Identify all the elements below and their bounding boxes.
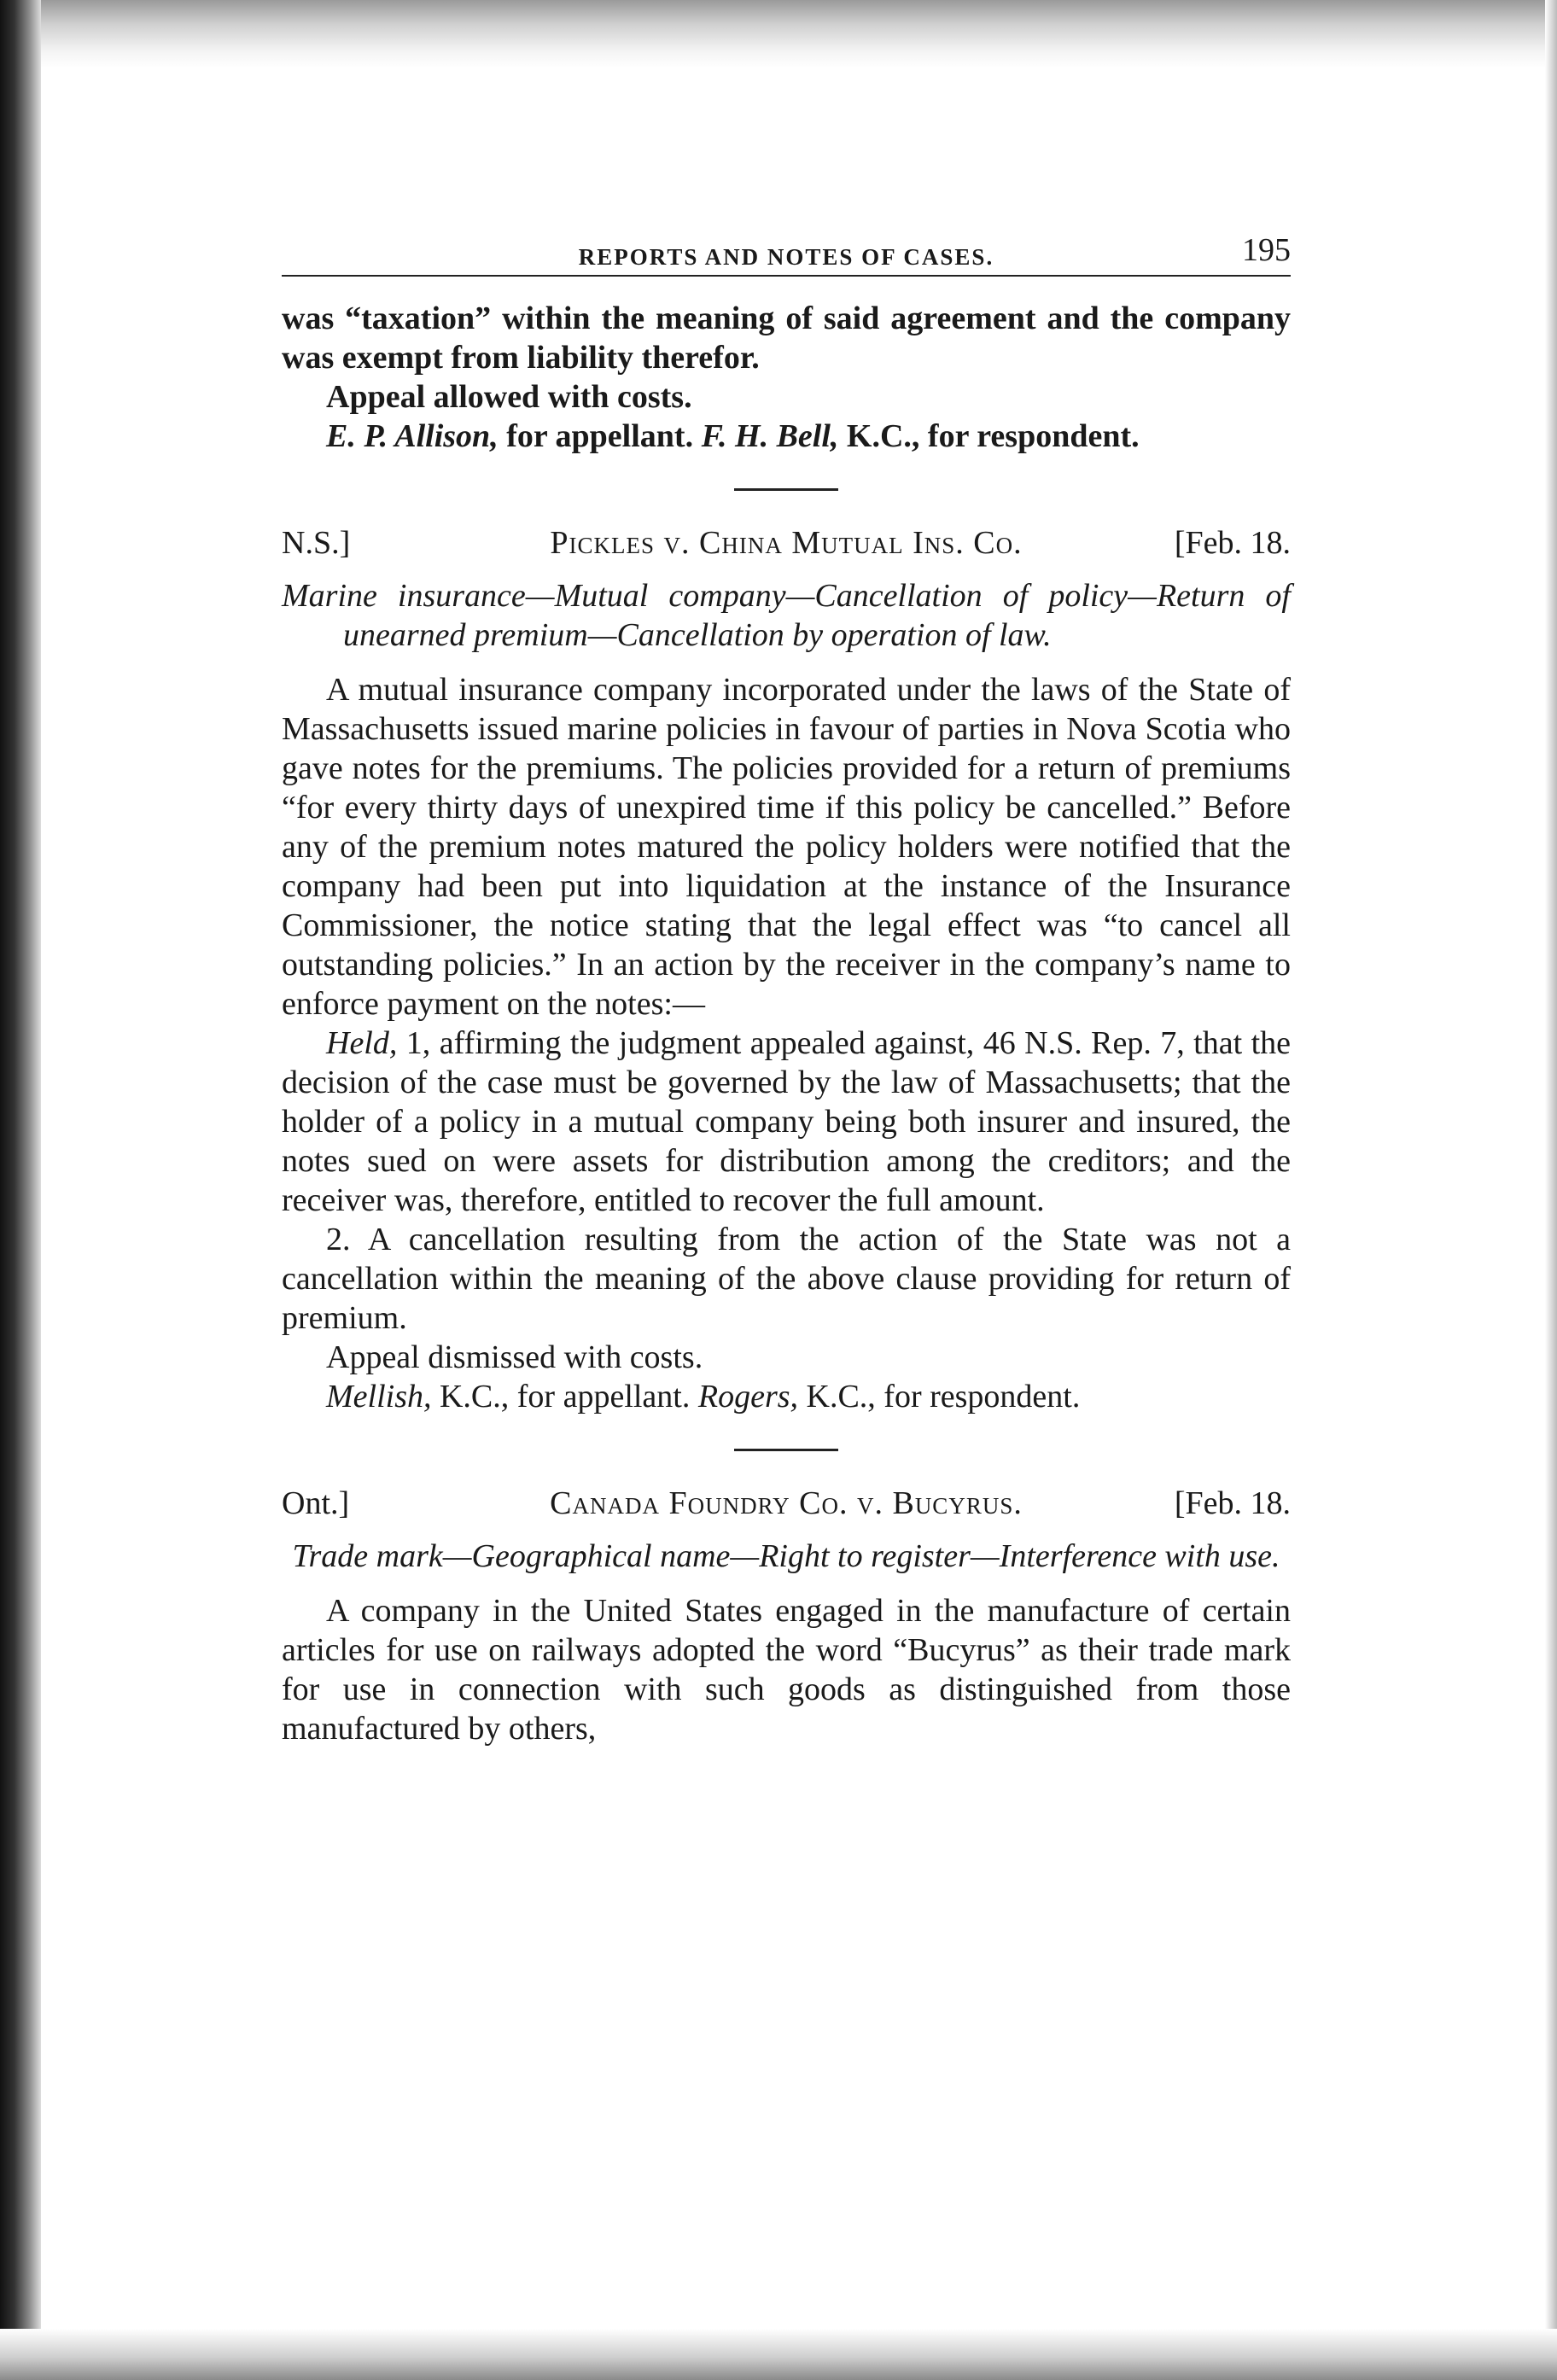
case-province: Ont.] <box>282 1485 350 1521</box>
held-text: 1, affirming the judgment appealed against, 46 N.S. Rep. 7, that the decision of the case must be governed by the law of Massachusetts; that the holder of a policy in a mutual company being both insurer and insured, the notes sued on were assets for distribution among the creditors; and the receiver was, therefore, entitled to recover the full amount. <box>282 1025 1291 1218</box>
case-canada-foundry <box>282 1484 1291 1748</box>
scan-edge-top <box>0 0 1557 68</box>
case-province: N.S.] <box>282 525 351 561</box>
case-headnote: Trade mark—Geographical name—Right to register—Interference with use. <box>292 1538 1280 1574</box>
counsel-appellant-name: E. P. Allison, <box>326 418 499 454</box>
counsel-respondent-role: K.C., for respondent. <box>838 418 1140 454</box>
scan-edge-bottom <box>0 2329 1557 2380</box>
counsel-appellant-role: for appellant. <box>498 418 702 454</box>
case-heading <box>282 1484 1291 1525</box>
counsel-appellant-role: K.C., for appellant. <box>431 1379 698 1415</box>
held-label: Held, <box>326 1025 398 1061</box>
section-divider <box>734 1449 838 1451</box>
section-divider <box>734 488 838 491</box>
counsel-respondent-name: Rogers, <box>697 1379 799 1415</box>
case-heading <box>282 523 1291 564</box>
page-number: 195 <box>1242 232 1291 268</box>
case-date: [Feb. 18. <box>1174 1485 1291 1521</box>
running-head <box>282 230 1291 277</box>
scan-edge-right <box>1545 0 1557 2380</box>
page-body <box>282 230 1291 1748</box>
case-facts: A company in the United States engaged in the manufacture of certain articles for use on railways adopted the word “Bucyrus” as their trade mark for use in connection with such goods as distinguished from those manufactured by others, <box>282 1593 1291 1747</box>
continuation-counsel <box>282 417 1291 456</box>
case-headnote: Marine insurance—Mutual company—Cancellation of policy—Return of unearned premium—Cancellation by operation of law. <box>282 578 1291 653</box>
case-counsel <box>282 1377 1291 1416</box>
counsel-respondent-name: F. H. Bell, <box>701 418 839 454</box>
case-pickles <box>282 523 1291 1416</box>
continuation-disposition: Appeal allowed with costs. <box>326 379 692 415</box>
case-disposition: Appeal dismissed with costs. <box>326 1339 703 1375</box>
scan-edge-left <box>0 0 41 2380</box>
case-point-2: 2. A cancellation resulting from the action of the State was not a cancellation within the meaning of the above clause providing for return of premium. <box>282 1222 1291 1336</box>
case-date: [Feb. 18. <box>1174 525 1291 561</box>
counsel-appellant-name: Mellish, <box>326 1379 432 1415</box>
case-facts: A mutual insurance company incorporated under the laws of the State of Massachusetts issued marine policies in favour of parties in Nova Scotia who gave notes for the premiums. The policies provided for a return of premiums “for every thirty days of unexpired time if this policy be cancelled.” Before any of the premium notes matured the policy holders were notified that the company had been put into liquidation at the instance of the Insurance Commissioner, the notice stating that the legal effect was “to cancel all outstanding policies.” In an action by the receiver in the company’s name to enforce payment on the notes:— <box>282 672 1291 1022</box>
running-title: REPORTS AND NOTES OF CASES. <box>578 244 994 270</box>
case-title: Canada Foundry Co. v. Bucyrus. <box>550 1485 1023 1521</box>
continuation-section <box>282 299 1291 456</box>
case-held <box>282 1024 1291 1220</box>
continuation-text: was “taxation” within the meaning of said agreement and the company was exempt from liability therefor. <box>282 300 1291 376</box>
counsel-respondent-role: K.C., for respondent. <box>798 1379 1081 1415</box>
case-title: Pickles v. China Mutual Ins. Co. <box>550 525 1023 561</box>
